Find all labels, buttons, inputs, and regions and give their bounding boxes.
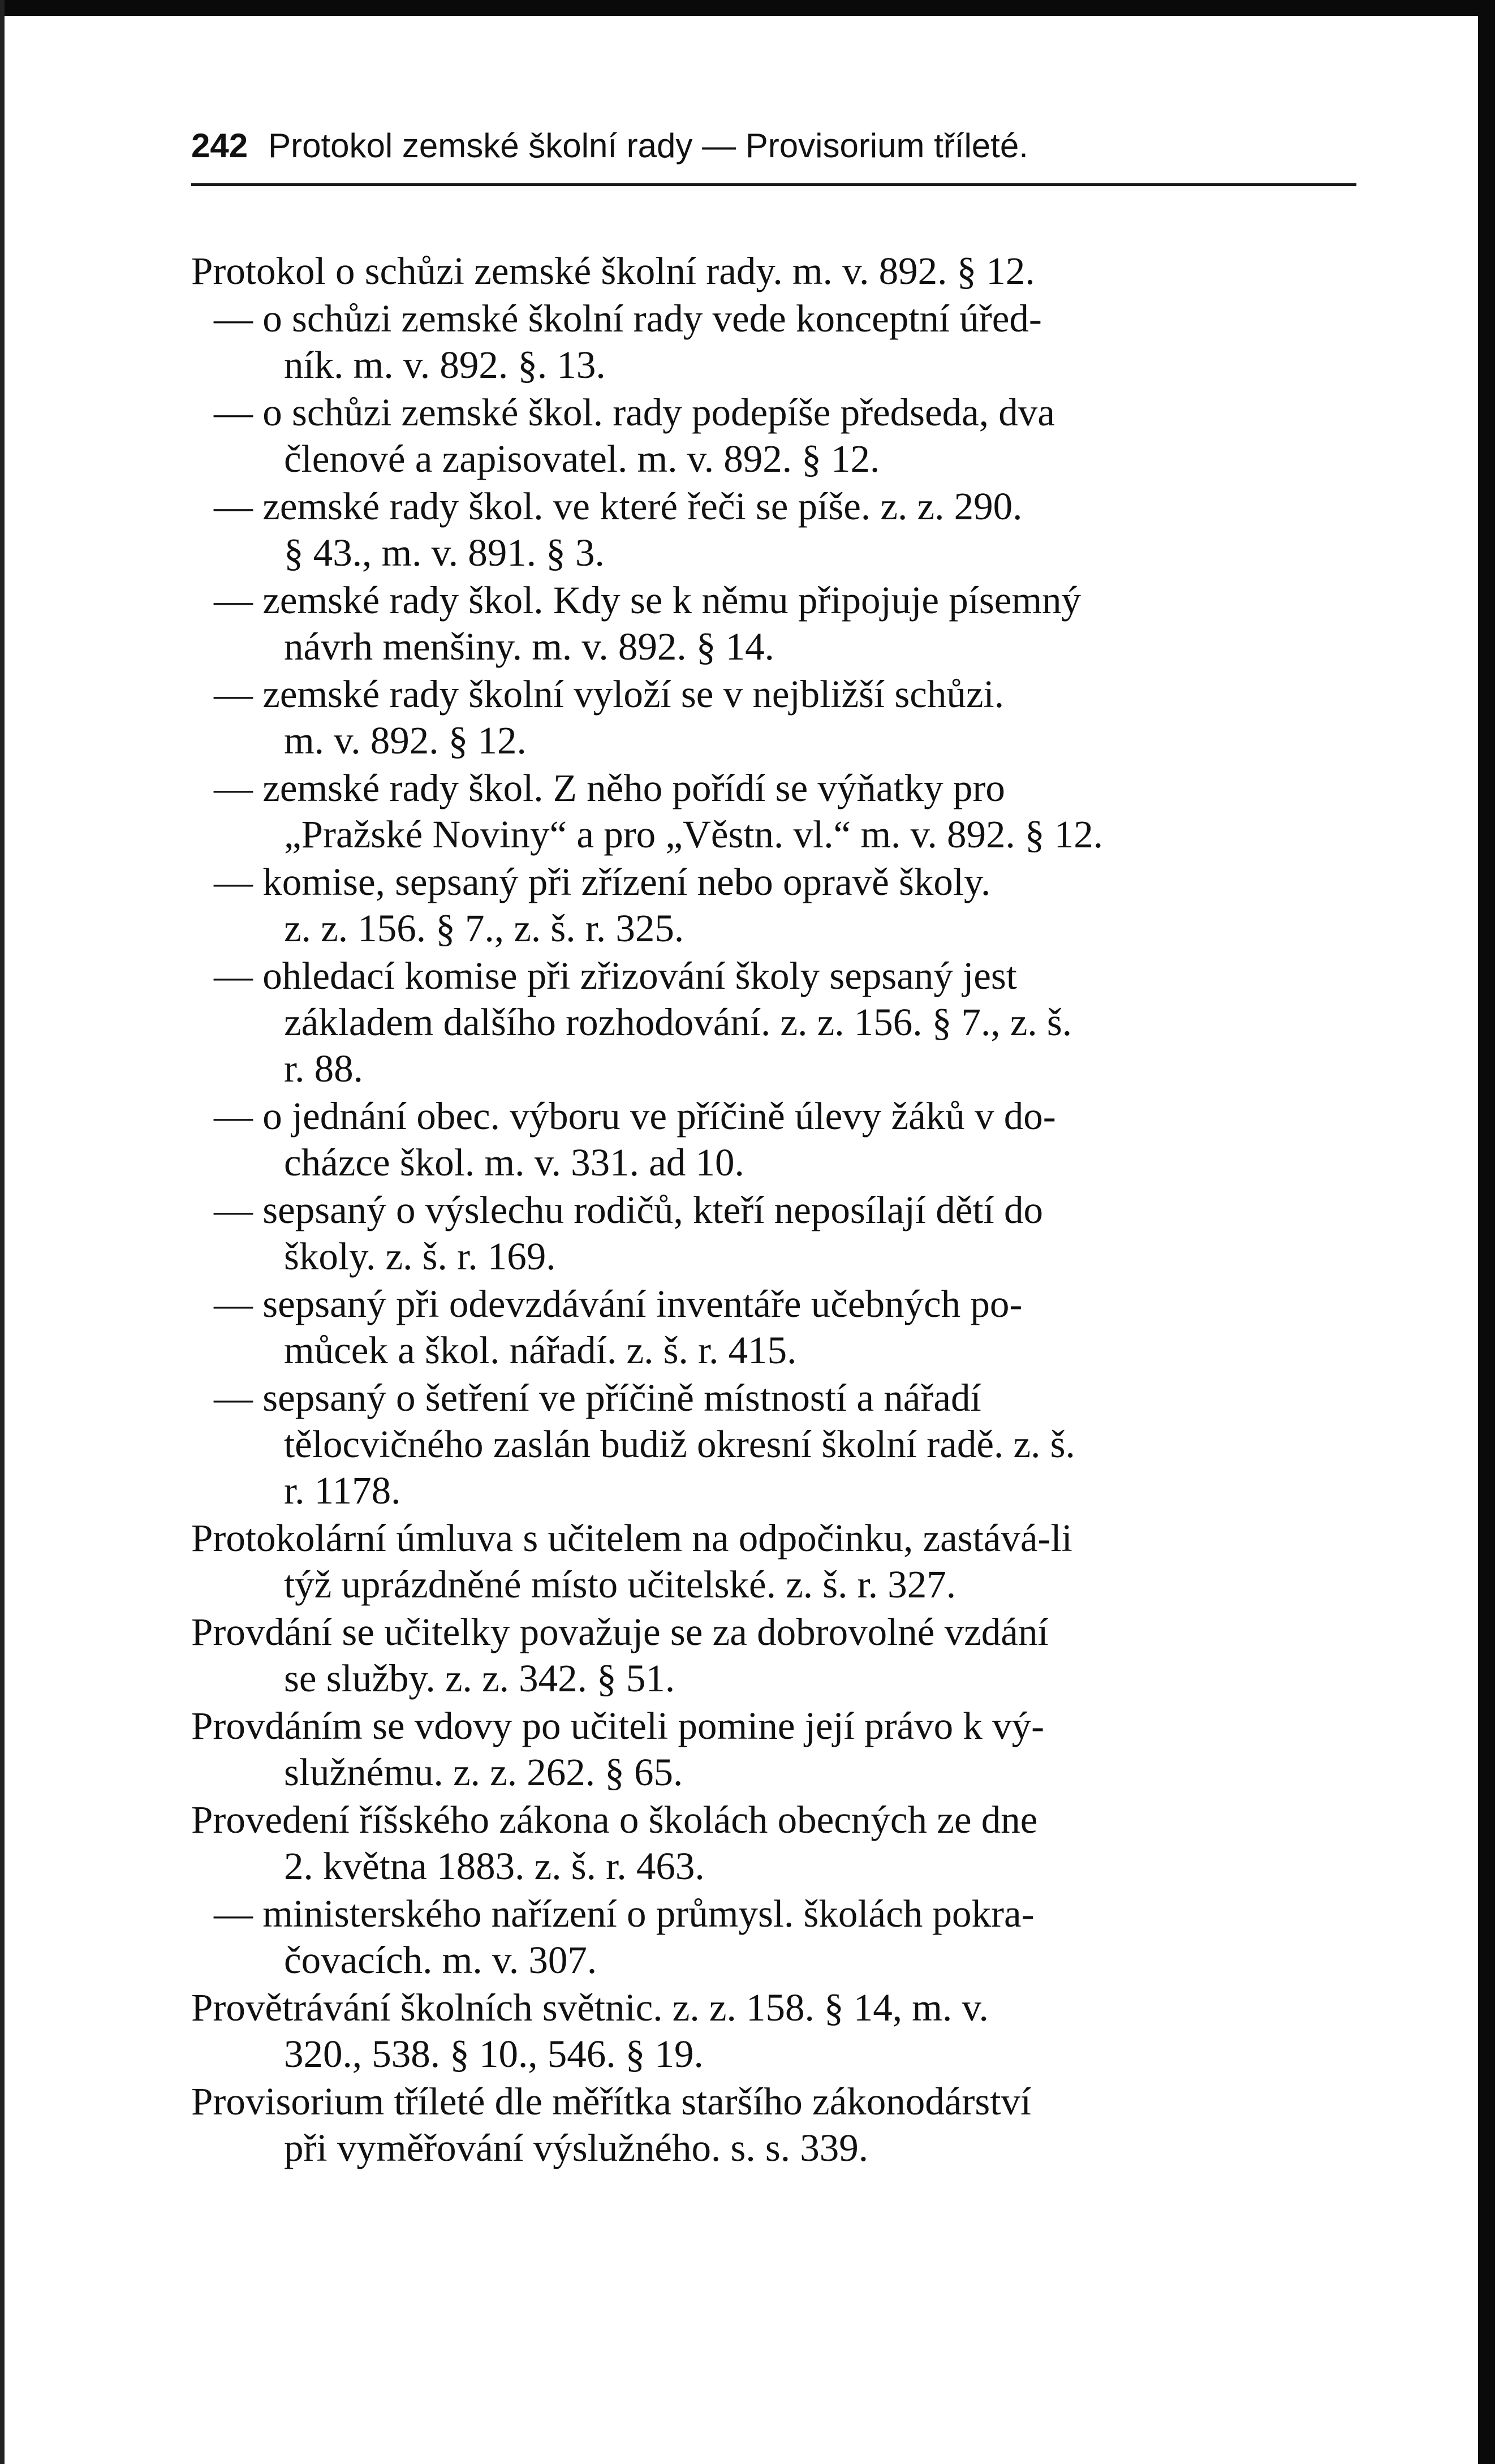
index-subentry <box>191 1093 1368 1186</box>
index-subentry <box>191 295 1368 388</box>
entry-line: Provdáním se vdovy po učiteli pomine její právo k vý- <box>191 1704 1045 1747</box>
entry-line: — sepsaný o výslechu rodičů, kteří neposílají dětí do <box>214 1188 1043 1231</box>
entry-continuation-line: cházce škol. m. v. 331. ad 10. <box>284 1141 744 1184</box>
entry-continuation-line: m. v. 892. § 12. <box>284 719 527 762</box>
entry-line: — ohledací komise při zřizování školy sepsaný jest <box>214 954 1017 997</box>
entry-continuation-line: § 43., m. v. 891. § 3. <box>284 531 605 574</box>
index-entry <box>191 1609 1368 1701</box>
entry-line: — zemské rady škol. ve které řeči se píše. z. z. 290. <box>214 485 1023 528</box>
entry-line: Provdání se učitelky považuje se za dobrovolné vzdání <box>191 1610 1049 1653</box>
entry-line: — ministerského nařízení o průmysl. školách pokra- <box>214 1892 1035 1935</box>
entry-line: — sepsaný při odevzdávání inventáře učebných po- <box>214 1282 1023 1325</box>
entry-continuation-line: čovacích. m. v. 307. <box>284 1939 597 1981</box>
entry-continuation-line: 320., 538. § 10., 546. § 19. <box>284 2032 704 2075</box>
entry-line: Provětrávání školních světnic. z. z. 158. § 14, m. v. <box>191 1986 989 2029</box>
scan-border-left <box>0 0 5 2464</box>
index-subentry <box>191 1187 1368 1280</box>
running-title: Protokol zemské školní rady — Provisorium tříleté. <box>268 127 1028 165</box>
entry-line: Provisorium tříleté dle měřítka staršího zákonodárství <box>191 2080 1032 2123</box>
index-entry <box>191 2078 1368 2171</box>
entry-continuation-line: „Pražské Noviny“ a pro „Věstn. vl.“ m. v. 892. § 12. <box>284 813 1104 856</box>
index-entry <box>191 1984 1368 2077</box>
entry-line: — sepsaný o šetření ve příčině místností a nářadí <box>214 1376 981 1419</box>
entry-continuation-line: ník. m. v. 892. §. 13. <box>284 343 606 386</box>
entry-line: Protokol o schůzi zemské školní rady. m. v. 892. § 12. <box>191 249 1035 292</box>
index-subentry <box>191 389 1368 482</box>
entry-continuation-line: tělocvičného zaslán budiž okresní školní radě. z. š. <box>284 1423 1075 1466</box>
index-subentry <box>191 953 1368 1092</box>
entry-continuation-line: z. z. 156. § 7., z. š. r. 325. <box>284 907 684 950</box>
scan-border-top <box>0 0 1495 16</box>
index-entry <box>191 1515 1368 1608</box>
index-subentry <box>191 577 1368 670</box>
entry-line: — zemské rady škol. Z něho pořídí se výňatky pro <box>214 766 1005 809</box>
index-subentry <box>191 1375 1368 1514</box>
entry-continuation-line: školy. z. š. r. 169. <box>284 1235 556 1278</box>
index-subentry <box>191 671 1368 764</box>
entry-continuation-line: 2. května 1883. z. š. r. 463. <box>284 1845 705 1888</box>
entry-line: — o jednání obec. výboru ve příčině úlevy žáků v do- <box>214 1095 1056 1138</box>
index-subentry <box>191 765 1368 858</box>
entry-line: — o schůzi zemské škol. rady podepíše předseda, dva <box>214 391 1055 434</box>
entry-continuation-line: se služby. z. z. 342. § 51. <box>284 1657 675 1700</box>
entry-line: — zemské rady škol. Kdy se k němu připojuje písemný <box>214 579 1082 622</box>
index-entry <box>191 1703 1368 1795</box>
entry-line: Protokolární úmluva s učitelem na odpočinku, zastává-li <box>191 1517 1072 1560</box>
entry-continuation-line: návrh menšiny. m. v. 892. § 14. <box>284 625 774 668</box>
index-subentry <box>191 483 1368 576</box>
scan-border-right <box>1478 0 1495 2464</box>
entry-continuation-line: při vyměřování výslužného. s. s. 339. <box>284 2126 868 2169</box>
entry-line: — o schůzi zemské školní rady vede konceptní úřed- <box>214 297 1042 340</box>
entry-continuation-line: základem dalšího rozhodování. z. z. 156. § 7., z. š. <box>284 1001 1072 1044</box>
index-entry <box>191 248 1368 294</box>
entry-line: — zemské rady školní vyloží se v nejbližší schůzi. <box>214 673 1004 716</box>
entry-continuation-line: r. 88. <box>284 1047 363 1090</box>
index-subentry <box>191 1281 1368 1373</box>
index-entry <box>191 1797 1368 1889</box>
index-subentry <box>191 1890 1368 1983</box>
index-subentry <box>191 859 1368 951</box>
page-number: 242 <box>191 127 248 165</box>
entry-continuation-line: týž uprázdněné místo učitelské. z. š. r. 327. <box>284 1563 957 1606</box>
running-header <box>191 123 1322 169</box>
entry-continuation-line: členové a zapisovatel. m. v. 892. § 12. <box>284 437 880 480</box>
entry-continuation-line: služnému. z. z. 262. § 65. <box>284 1751 683 1794</box>
entry-line: Provedení říšského zákona o školách obecných ze dne <box>191 1798 1038 1841</box>
entry-continuation-line: můcek a škol. nářadí. z. š. r. 415. <box>284 1329 797 1372</box>
header-rule <box>191 183 1356 186</box>
entry-line: — komise, sepsaný při zřízení nebo opravě školy. <box>214 860 991 903</box>
entry-continuation-line: r. 1178. <box>284 1469 401 1512</box>
index-entries <box>191 248 1368 2172</box>
